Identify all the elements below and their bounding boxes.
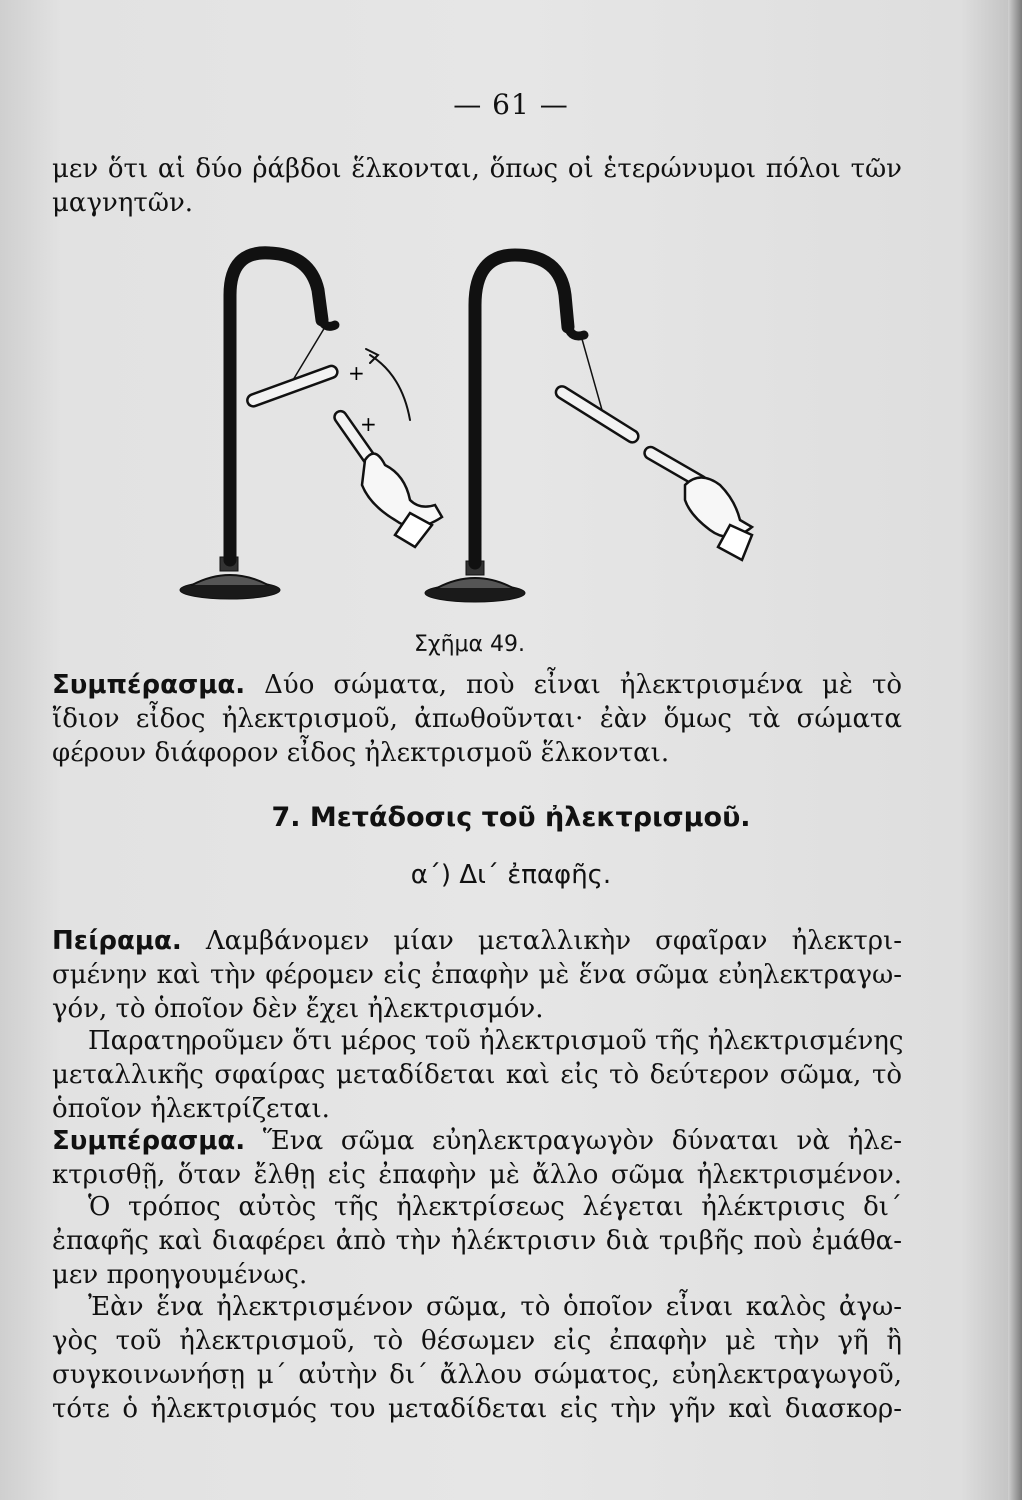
subsection-heading: α΄) Δι΄ ἐπαφῆς. bbox=[410, 860, 612, 890]
right-stand-pole bbox=[475, 255, 568, 563]
figure-caption: Σχῆμα 49. bbox=[414, 632, 526, 657]
grounding-paragraph bbox=[52, 1290, 902, 1426]
left-stand-pole bbox=[230, 253, 322, 560]
right-stand-dome bbox=[437, 578, 513, 588]
left-suspended-rod bbox=[246, 364, 339, 408]
plus-sign-2: + bbox=[360, 412, 377, 436]
page-edge-shadow bbox=[1008, 0, 1022, 1500]
text-line: φέρουν διάφορον εἶδος ἠλεκτρισμοῦ ἕλκονται. bbox=[52, 738, 670, 768]
left-stand-dome bbox=[192, 575, 268, 585]
figure-suspended-rods bbox=[170, 235, 790, 615]
text-line: ἴδιον εἶδος ἠλεκτρισμοῦ, ἀπωθοῦνται· ἐὰν ὅμως τὰ σώματα bbox=[52, 704, 902, 734]
observation-paragraph bbox=[52, 1024, 902, 1126]
text-line: Ὁ τρόπος αὐτὸς τῆς ἠλεκτρίσεως λέγεται ἠλέκτρισις δι΄ bbox=[88, 1192, 902, 1222]
left-hand bbox=[362, 454, 442, 527]
left-stand-illustration bbox=[180, 253, 442, 599]
text-line: γόν, τὸ ὁποῖον δὲν ἔχει ἠλεκτρισμόν. bbox=[52, 994, 544, 1024]
text-run: Λαμβάνομεν μίαν μεταλλικὴν σφαῖραν ἠλεκτρι- bbox=[181, 926, 902, 956]
text-line: Παρατηροῦμεν ὅτι μέρος τοῦ ἠλεκτρισμοῦ τῆς ἠλεκτρισμένης bbox=[88, 1026, 904, 1056]
conclusion-label: Συμπέρασμα. bbox=[52, 1126, 246, 1156]
section-heading: 7. Μετάδοσις τοῦ ἠλεκτρισμοῦ. bbox=[271, 802, 751, 833]
conclusion-label: Συμπέρασμα. bbox=[52, 670, 246, 700]
method-paragraph bbox=[52, 1190, 902, 1292]
text-line bbox=[52, 668, 902, 702]
text-line: συγκοινωνήσῃ μ΄ αὐτὴν δι΄ ἄλλου σώματος, εὐηλεκτραγωγοῦ, bbox=[52, 1360, 902, 1390]
conclusion-paragraph-2 bbox=[52, 1124, 902, 1192]
text-line: μεταλλικῆς σφαίρας μεταδίδεται καὶ εἰς τὸ δεύτερον σῶμα, τὸ bbox=[52, 1060, 902, 1090]
page-number: — 61 — bbox=[453, 88, 569, 121]
text-line bbox=[52, 924, 902, 958]
text-line: μαγνητῶν. bbox=[52, 188, 194, 218]
text-line: μεν προηγουμένως. bbox=[52, 1260, 308, 1290]
right-hand bbox=[685, 478, 752, 537]
text-run: Ἕνα σῶμα εὐηλεκτραγωγὸν δύναται νὰ ἠλε- bbox=[245, 1126, 902, 1156]
experiment-label: Πείραμα. bbox=[52, 926, 182, 956]
text-line: γὸς τοῦ ἠλεκτρισμοῦ, τὸ θέσωμεν εἰς ἐπαφὴν μὲ τὴν γῆ ἢ bbox=[52, 1326, 902, 1356]
plus-sign-1: + bbox=[348, 361, 365, 385]
conclusion-paragraph-1 bbox=[52, 668, 902, 770]
right-stand-hook bbox=[568, 327, 584, 336]
intro-paragraph bbox=[52, 152, 902, 220]
attraction-arrow bbox=[370, 355, 410, 420]
text-line: σμένην καὶ τὴν φέρομεν εἰς ἐπαφὴν μὲ ἕνα σῶμα εὐηλεκτραγω- bbox=[52, 960, 902, 990]
text-line: μεν ὅτι αἱ δύο ῥάβδοι ἕλκονται, ὅπως οἱ ἑτερώνυμοι πόλοι τῶν bbox=[52, 154, 902, 184]
text-line bbox=[52, 1124, 902, 1158]
experiment-paragraph bbox=[52, 924, 902, 1026]
text-line: τότε ὁ ἠλεκτρισμός του μεταδίδεται εἰς τὴν γῆν καὶ διασκορ- bbox=[52, 1394, 902, 1424]
text-line: ὁποῖον ἠλεκτρίζεται. bbox=[52, 1094, 330, 1124]
text-line: Ἐὰν ἕνα ἠλεκτρισμένον σῶμα, τὸ ὁποῖον εἶναι καλὸς ἀγω- bbox=[88, 1292, 902, 1322]
text-line: ἐπαφῆς καὶ διαφέρει ἀπὸ τὴν ἠλέκτρισιν διὰ τριβῆς ποὺ ἐμάθα- bbox=[52, 1226, 902, 1256]
right-stand-illustration bbox=[425, 255, 752, 602]
text-run: Δύο σώματα, ποὺ εἶναι ἠλεκτρισμένα μὲ τὸ bbox=[245, 670, 902, 700]
text-line: κτρισθῇ, ὅταν ἔλθῃ εἰς ἐπαφὴν μὲ ἄλλο σῶμα ἠλεκτρισμένον. bbox=[52, 1160, 902, 1190]
